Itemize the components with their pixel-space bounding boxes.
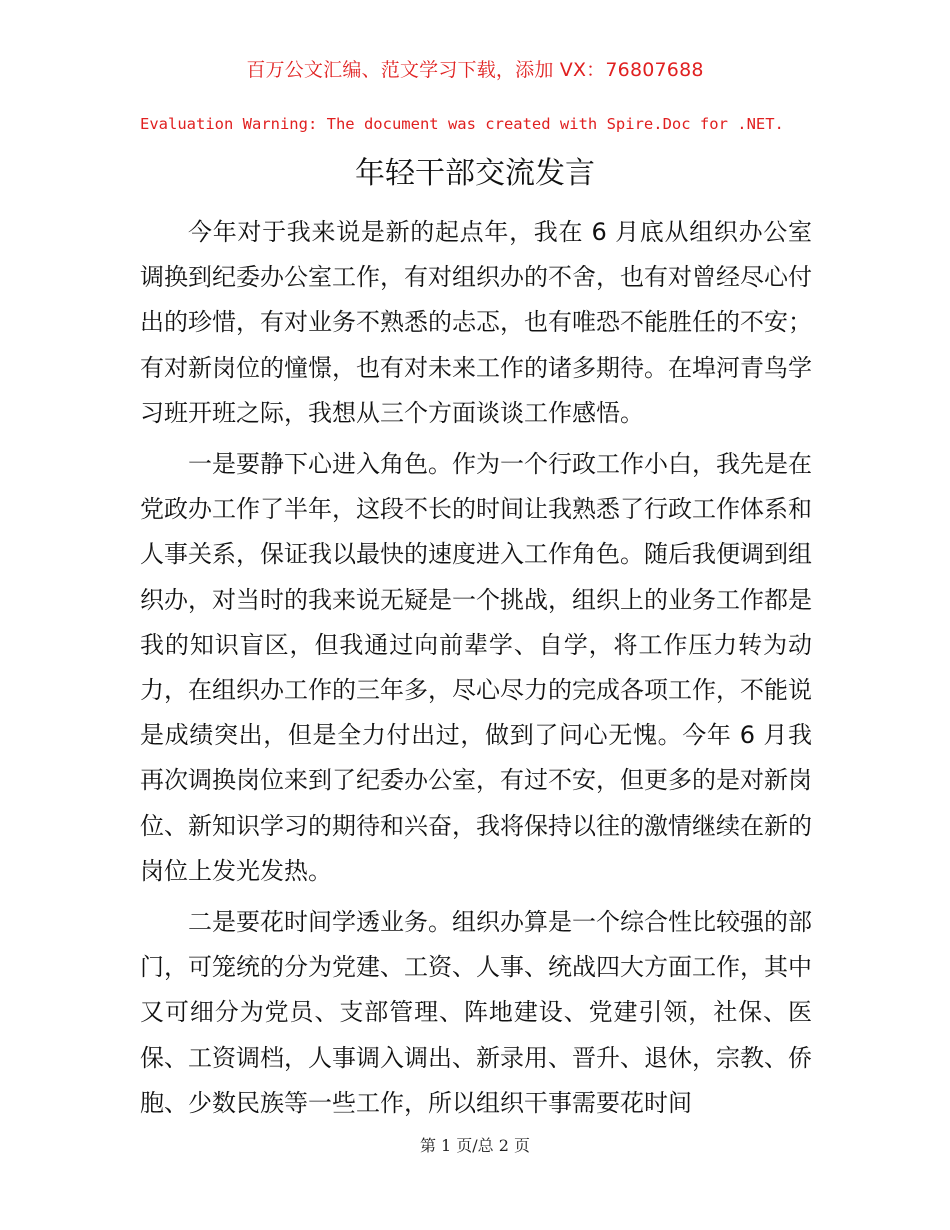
document-body xyxy=(140,210,812,1132)
paragraph-point-one: 一是要静下心进入角色。作为一个行政工作小白，我先是在党政办工作了半年，这段不长的时间让我熟悉了行政工作体系和人事关系，保证我以最快的速度进入工作角色。随后我便调到组织办，对当时的我来说无疑是一个挑战，组织上的业务工作都是我的知识盲区，但我通过向前辈学、自学，将工作压力转为动力，在组织办工作的三年多，尽心尽力的完成各项工作，不能说是成绩突出，但是全力付出过，做到了问心无愧。今年 6 月我再次调换岗位来到了纪委办公室，有过不安，但更多的是对新岗位、新知识学习的期待和兴奋，我将保持以往的激情继续在新的岗位上发光发热。 xyxy=(140,450,812,885)
paragraph-intro: 今年对于我来说是新的起点年，我在 6 月底从组织办公室调换到纪委办公室工作，有对组织办的不舍，也有对曾经尽心付出的珍惜，有对业务不熟悉的忐忑，也有唯恐不能胜任的不安；有对新岗位的憧憬，也有对未来工作的诸多期待。在埠河青鸟学习班开班之际，我想从三个方面谈谈工作感悟。 xyxy=(140,218,812,427)
header-banner: 百万公文汇编、范文学习下载，添加 VX：76807688 xyxy=(246,59,704,81)
page-number-footer: 第 1 页/总 2 页 xyxy=(419,1136,531,1155)
document-title: 年轻干部交流发言 xyxy=(355,156,595,191)
paragraph-point-two: 二是要花时间学透业务。组织办算是一个综合性比较强的部门，可笼统的分为党建、工资、人事、统战四大方面工作，其中又可细分为党员、支部管理、阵地建设、党建引领，社保、医保、工资调档，人事调入调出、新录用、晋升、退休，宗教、侨胞、少数民族等一些工作，所以组织干事需要花时间 xyxy=(140,908,812,1117)
evaluation-warning: Evaluation Warning: The document was created with Spire.Doc for .NET. xyxy=(140,115,784,133)
